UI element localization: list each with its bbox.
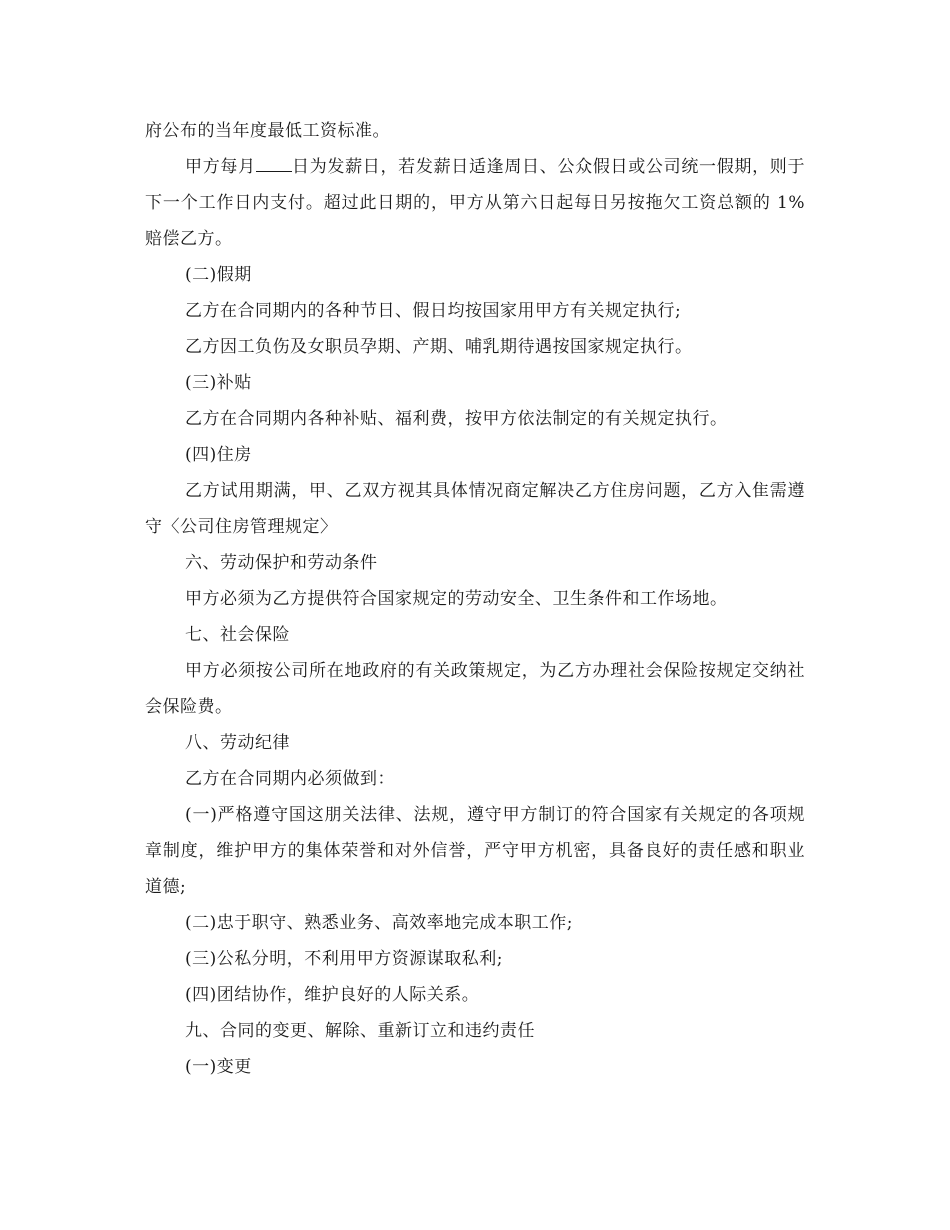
paragraph: 甲方必须为乙方提供符合国家规定的劳动安全、卫生条件和工作场地。 [185, 589, 728, 609]
paragraph: (一)严格遵守国这朋关法律、法规，遵守甲方制订的符合国家有关规定的各项规章制度，维护甲方的集体荣誉和对外信誉，严守甲方机密，具备良好的责任感和职业道德; [145, 805, 805, 897]
paragraph-text: 日为发薪日，若发薪日适逢周日、公众假日或公司统一假期，则于下一个工作日内支付。超过此日期的，甲方从第六日起每日另按拖欠工资总额的 1%赔偿乙方。 [145, 157, 806, 249]
paragraph: 乙方在合同期内必须做到： [185, 769, 395, 789]
paragraph: 乙方因工负伤及女职员孕期、产期、哺乳期待遇按国家规定执行。 [185, 337, 693, 357]
section-heading: 八、劳动纪律 [185, 733, 290, 753]
paragraph: 乙方在合同期内各种补贴、福利费，按甲方依法制定的有关规定执行。 [185, 409, 728, 429]
paragraph: 甲方必须按公司所在地政府的有关政策规定，为乙方办理社会保险按规定交纳社会保险费。 [145, 661, 805, 717]
section-heading: (一)变更 [185, 1057, 252, 1077]
paragraph: (二)忠于职守、熟悉业务、高效率地完成本职工作; [185, 913, 573, 933]
section-heading: (四)住房 [185, 445, 252, 465]
section-heading: (三)补贴 [185, 373, 252, 393]
section-heading: 九、合同的变更、解除、重新订立和违约责任 [185, 1021, 535, 1041]
paragraph: (四)团结协作，维护良好的人际关系。 [185, 985, 480, 1005]
paragraph: (三)公私分明，不利用甲方资源谋取私利; [185, 949, 503, 969]
paragraph: 乙方试用期满，甲、乙双方视其具体情况商定解决乙方住房问题，乙方入隹需遵守〈公司住房管理规定〉 [145, 481, 805, 537]
document-body [145, 113, 805, 1085]
fill-in-blank [256, 156, 292, 172]
paragraph-text: 甲方每月 [185, 157, 256, 177]
paragraph-payday [145, 149, 805, 257]
paragraph: 乙方在合同期内的各种节日、假日均按国家用甲方有关规定执行; [185, 301, 682, 321]
paragraph: 府公布的当年度最低工资标准。 [145, 121, 390, 141]
section-heading: (二)假期 [185, 265, 252, 285]
section-heading: 七、社会保险 [185, 625, 290, 645]
section-heading: 六、劳动保护和劳动条件 [185, 553, 378, 573]
